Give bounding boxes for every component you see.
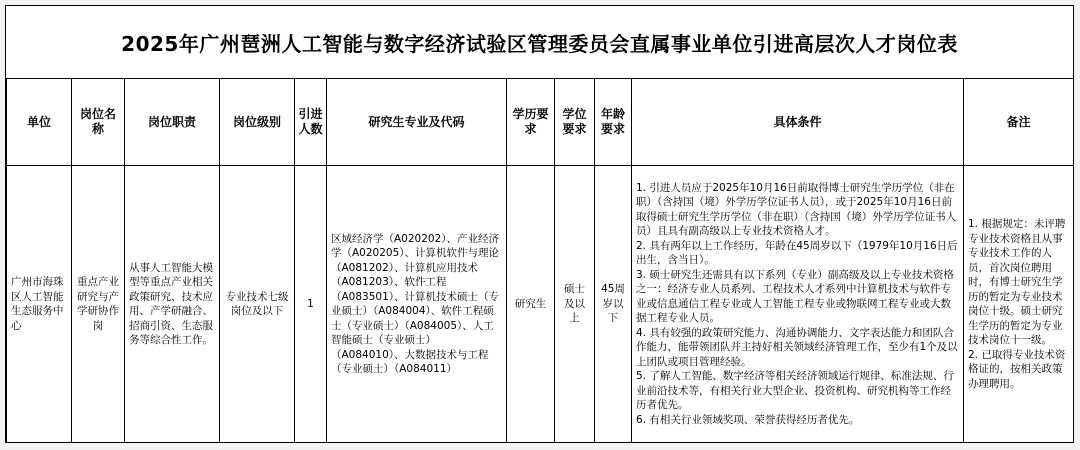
cell-education: 研究生	[507, 166, 555, 443]
header-row	[7, 79, 1074, 166]
condition-item: 3. 硕士研究生还需具有以下系列（专业）副高级及以上专业技术资格之一：经济专业人员系列、工程技术人才系列中计算机技术与软件专业或信息通信工程专业或人工智能工程专业或物联网工程专业或大数据工程专业人员。	[636, 268, 954, 325]
cell-conditions	[632, 166, 964, 443]
header-post-name: 岗位名称	[72, 79, 125, 166]
header-unit: 单位	[7, 79, 72, 166]
condition-item: 2. 具有两年以上工作经历，年龄在45周岁以下（1979年10月16日后出生，含当日）。	[636, 239, 958, 267]
header-major: 研究生专业及代码	[327, 79, 507, 166]
header-duty: 岗位职责	[125, 79, 220, 166]
cell-post-name: 重点产业研究与产学研协作岗	[72, 166, 125, 443]
header-education: 学历要求	[507, 79, 555, 166]
header-count: 引进人数	[295, 79, 327, 166]
cell-level: 专业技术七级岗位及以下	[220, 166, 295, 443]
table-row	[7, 166, 1074, 443]
condition-item: 5. 了解人工智能、数字经济等相关经济领域运行规律、标准法规、行业前沿技术等，有相关行业大型企业、投资机构、研究机构等工作经历者优先。	[636, 370, 954, 412]
remark-item: 1. 根据规定：未评聘专业技术资格且从事专业技术工作的人员，首次岗位聘用时，有博士研究生学历的暂定为专业技术岗位十级。硕士研究生学历的暂定为专业技术岗位十一级。	[968, 218, 1066, 346]
cell-age: 45周岁以下	[595, 166, 632, 443]
cell-duty: 从事人工智能大模型等重点产业相关政策研究、技术应用、产学研融合、招商引资、生态服务等综合性工作。	[125, 166, 220, 443]
condition-item: 1. 引进人员应于2025年10月16日前取得博士研究生学历学位（非在职）（含持国（境）外学历学位证书人员），或于2025年10月16日前取得硕士研究生学历学位（非在职）（含持国（境）外学历学位证书人员）且具有副高级以上专业技术资格人才。	[636, 181, 957, 238]
header-age: 年龄要求	[595, 79, 632, 166]
cell-major: 区域经济学（A020202）、产业经济学（A020205）、计算机软件与理论（A081202）、计算机应用技术（A081203）、软件工程（A083501）、计算机技术硕士（专业硕士）（A084004）、软件工程硕士（专业硕士）（A084005）、人工智能硕士（专业硕士）（A084010）、大数据技术与工程（专业硕士）（A084011）	[327, 166, 507, 443]
post-table	[6, 78, 1074, 443]
header-conditions: 具体条件	[632, 79, 964, 166]
cell-remarks	[964, 166, 1074, 443]
condition-item: 4. 具有较强的政策研究能力、沟通协调能力、文字表达能力和团队合作能力，能带领团队并主持好相关领域经济管理工作，至少有1个及以上团队或项目管理经验。	[636, 326, 958, 368]
page-title: 2025年广州琶洲人工智能与数字经济试验区管理委员会直属事业单位引进高层次人才岗位表	[121, 31, 958, 56]
cell-unit: 广州市海珠区人工智能生态服务中心	[7, 166, 72, 443]
cell-degree: 硕士及以上	[555, 166, 595, 443]
header-remarks: 备注	[964, 79, 1074, 166]
header-level: 岗位级别	[220, 79, 295, 166]
post-table-sheet	[5, 5, 1074, 443]
remark-item: 2. 已取得专业技术资格证的，按相关政策办理聘用。	[968, 348, 1066, 390]
condition-item: 6. 有相关行业领域奖项、荣誉获得经历者优先。	[636, 413, 860, 426]
cell-count: 1	[295, 166, 327, 443]
header-degree: 学位要求	[555, 79, 595, 166]
